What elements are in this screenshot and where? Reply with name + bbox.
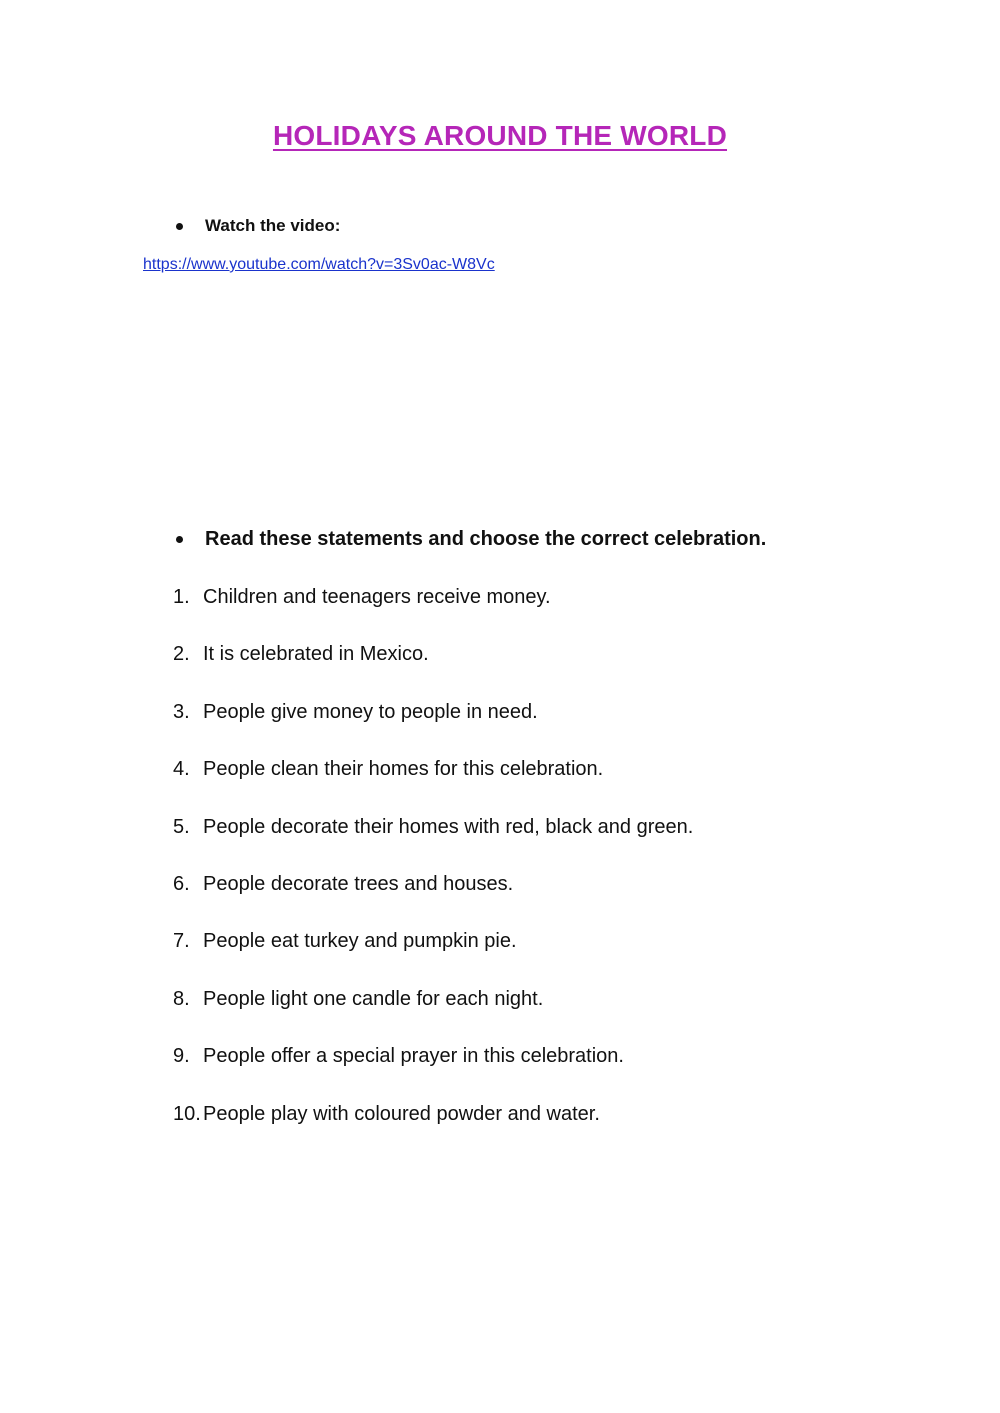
list-item <box>173 930 693 987</box>
item-number: 2. <box>173 643 190 666</box>
item-text: Children and teenagers receive money. <box>203 586 551 608</box>
list-item <box>173 1045 693 1102</box>
watch-video-bullet <box>176 216 340 236</box>
watch-video-label: Watch the video: <box>205 216 341 235</box>
item-number: 4. <box>173 758 190 781</box>
item-number: 1. <box>173 586 190 608</box>
item-text: People offer a special prayer in this celebration. <box>203 1045 624 1068</box>
item-text: People give money to people in need. <box>203 700 538 723</box>
list-item <box>173 816 693 873</box>
item-text: People light one candle for each night. <box>203 987 544 1010</box>
item-text: People clean their homes for this celebration. <box>203 758 604 781</box>
item-text: People eat turkey and pumpkin pie. <box>203 930 517 953</box>
list-item <box>173 758 693 815</box>
item-number: 8. <box>173 987 190 1010</box>
list-item <box>173 643 693 700</box>
bullet-icon <box>176 536 183 543</box>
list-item <box>173 873 693 930</box>
item-number: 7. <box>173 930 190 953</box>
statements-list <box>173 586 693 1160</box>
item-number: 5. <box>173 815 190 838</box>
item-number: 3. <box>173 700 190 723</box>
video-link[interactable]: https://www.youtube.com/watch?v=3Sv0ac-W8Vc <box>143 256 495 273</box>
bullet-icon <box>176 223 183 230</box>
page-title: HOLIDAYS AROUND THE WORLD <box>272 120 728 151</box>
instructions-bullet <box>176 528 766 551</box>
item-number: 10. <box>173 1102 201 1125</box>
list-item <box>173 988 693 1045</box>
instructions-text: Read these statements and choose the correct celebration. <box>205 528 767 550</box>
list-item <box>173 701 693 758</box>
item-number: 6. <box>173 872 190 895</box>
item-number: 9. <box>173 1045 190 1068</box>
item-text: People decorate their homes with red, black and green. <box>203 815 694 838</box>
item-text: It is celebrated in Mexico. <box>203 643 429 666</box>
list-item <box>173 586 693 643</box>
item-text: People decorate trees and houses. <box>203 872 514 895</box>
item-text: People play with coloured powder and water. <box>203 1102 600 1125</box>
list-item <box>173 1103 693 1160</box>
